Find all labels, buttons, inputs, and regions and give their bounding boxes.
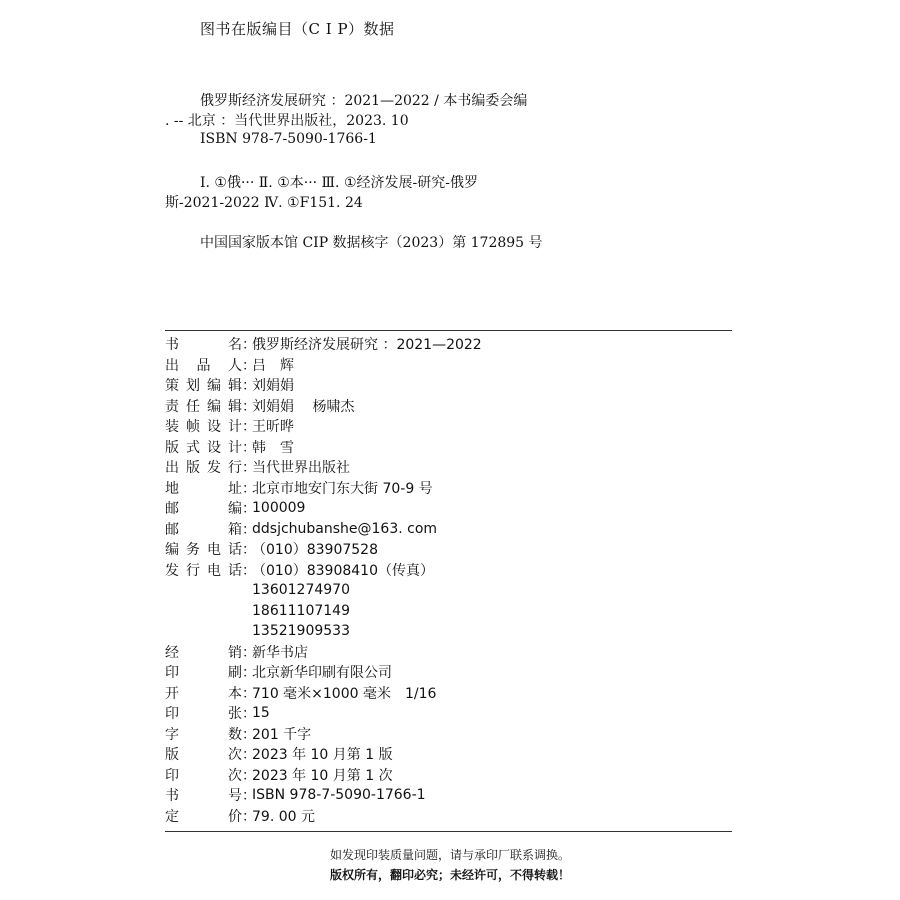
colophon-label: 开 本 [165, 685, 242, 702]
colophon-label: 编 务 电 话 [165, 542, 242, 559]
colophon-value: 北京市地安门东大街 70-9 号 [252, 480, 433, 497]
colophon-row [165, 437, 732, 458]
colophon-row [165, 498, 732, 519]
colophon-label: 书 号 [165, 788, 242, 805]
top-rule [165, 330, 732, 331]
colophon-colon: ： [242, 357, 256, 374]
colophon-value: ISBN 978-7-5090-1766-1 [252, 787, 426, 804]
colophon-colon: ： [242, 398, 256, 415]
colophon-colon: ： [242, 337, 256, 354]
colophon-label: 装 帧 设 计 [165, 419, 242, 436]
colophon-colon: ： [242, 542, 256, 559]
colophon-label: 邮 编 [165, 501, 242, 518]
colophon-value: 当代世界出版社 [252, 460, 350, 477]
colophon-colon: ： [242, 726, 256, 743]
colophon-colon: ： [242, 685, 256, 702]
cip-registration-number: 中国国家版本馆 CIP 数据核字（2023）第 172895 号 [200, 235, 543, 251]
colophon-colon: ： [242, 521, 256, 538]
colophon-label: 策 划 编 辑 [165, 378, 242, 395]
colophon-phone-continuation: 13521909533 [252, 623, 350, 640]
colophon-colon: ： [242, 501, 256, 518]
colophon-value: 北京新华印刷有限公司 [252, 665, 392, 682]
colophon-value: 韩 雪 [252, 439, 294, 456]
colophon-label: 定 价 [165, 808, 242, 825]
colophon-label: 出 品 人 [165, 357, 242, 374]
colophon-value: 2023 年 10 月第 1 版 [252, 747, 393, 764]
colophon-row [165, 478, 732, 499]
colophon-label: 印 次 [165, 767, 242, 784]
colophon-row [165, 334, 732, 355]
bottom-rule [165, 831, 732, 832]
colophon-label: 出 版 发 行 [165, 460, 242, 477]
colophon-label: 版 式 设 计 [165, 439, 242, 456]
colophon-colon: ： [242, 439, 256, 456]
colophon-label: 责 任 编 辑 [165, 398, 242, 415]
colophon-value: 100009 [252, 500, 306, 517]
colophon-value: 王昕晔 [252, 419, 294, 436]
colophon-value: 2023 年 10 月第 1 次 [252, 767, 393, 784]
colophon-row [165, 662, 732, 683]
colophon-colon: ： [242, 644, 256, 661]
colophon-value: 79. 00 元 [252, 808, 315, 825]
colophon-row [165, 642, 732, 663]
cip-classification-line-1: Ⅰ. ①俄··· Ⅱ. ①本··· Ⅲ. ①经济发展-研究-俄罗 [200, 175, 478, 191]
colophon-phone-continuation: 18611107149 [252, 602, 350, 619]
colophon-row [165, 703, 732, 724]
colophon-value: 刘娟娟 [252, 378, 294, 395]
colophon-label: 发 行 电 话 [165, 562, 242, 579]
colophon-value: 710 毫米×1000 毫米 1/16 [252, 685, 437, 702]
colophon-row [165, 744, 732, 765]
colophon-value: 新华书店 [252, 644, 308, 661]
colophon-row [165, 457, 732, 478]
colophon-table [165, 334, 732, 826]
colophon-value: （010）83908410（传真） [252, 562, 434, 579]
colophon-value: 15 [252, 705, 270, 722]
colophon-label: 印 张 [165, 706, 242, 723]
colophon-row [165, 785, 732, 806]
colophon-row [165, 396, 732, 417]
colophon-row [165, 355, 732, 376]
cip-entry-line-2: . -- 北京 ：当代世界出版社，2023. 10 [165, 113, 409, 129]
colophon-row [165, 806, 732, 827]
colophon-colon: ： [242, 808, 256, 825]
colophon-row [165, 519, 732, 540]
colophon-label: 邮 箱 [165, 521, 242, 538]
cip-isbn-line: ISBN 978-7-5090-1766-1 [200, 131, 377, 147]
colophon-label: 版 次 [165, 747, 242, 764]
colophon-row [165, 375, 732, 396]
colophon-row [165, 416, 732, 437]
colophon-label: 字 数 [165, 726, 242, 743]
colophon-value: ddsjchubanshe@163. com [252, 520, 438, 537]
cip-title: 图书在版编目（C I P）数据 [200, 20, 395, 38]
colophon-value: 吕 辉 [252, 357, 294, 374]
colophon-row [165, 560, 732, 581]
colophon-phone-continuation: 13601274970 [252, 582, 350, 599]
colophon-colon: ： [242, 747, 256, 764]
colophon-colon: ： [242, 767, 256, 784]
colophon-colon: ： [242, 419, 256, 436]
colophon-row [165, 539, 732, 560]
colophon-colon: ： [242, 665, 256, 682]
cip-entry-line-1: 俄罗斯经济发展研究 ：2021—2022 / 本书编委会编 [200, 93, 528, 109]
colophon-colon: ： [242, 378, 256, 395]
colophon-colon: ： [242, 480, 256, 497]
colophon-colon: ： [242, 562, 256, 579]
colophon-value: 刘娟娟 杨啸杰 [252, 398, 355, 415]
colophon-colon: ： [242, 706, 256, 723]
colophon-row [165, 683, 732, 704]
colophon-label: 书 名 [165, 337, 242, 354]
colophon-colon: ： [242, 788, 256, 805]
footer-rights: 版权所有，翻印必究；未经许可，不得转载！ [329, 868, 570, 882]
colophon-colon: ： [242, 460, 256, 477]
colophon-value: 俄罗斯经济发展研究 ：2021—2022 [252, 337, 482, 354]
colophon-value: 201 千字 [252, 726, 312, 743]
colophon-label: 地 址 [165, 480, 242, 497]
cip-classification-line-2: 斯-2021-2022 Ⅳ. ①F151. 24 [165, 195, 363, 211]
colophon-row [165, 765, 732, 786]
colophon-value: （010）83907528 [252, 542, 378, 559]
colophon-label: 印 刷 [165, 665, 242, 682]
footer-notice: 如发现印装质量问题，请与承印厂联系调换。 [329, 848, 570, 862]
colophon-label: 经 销 [165, 644, 242, 661]
colophon-row [165, 724, 732, 745]
